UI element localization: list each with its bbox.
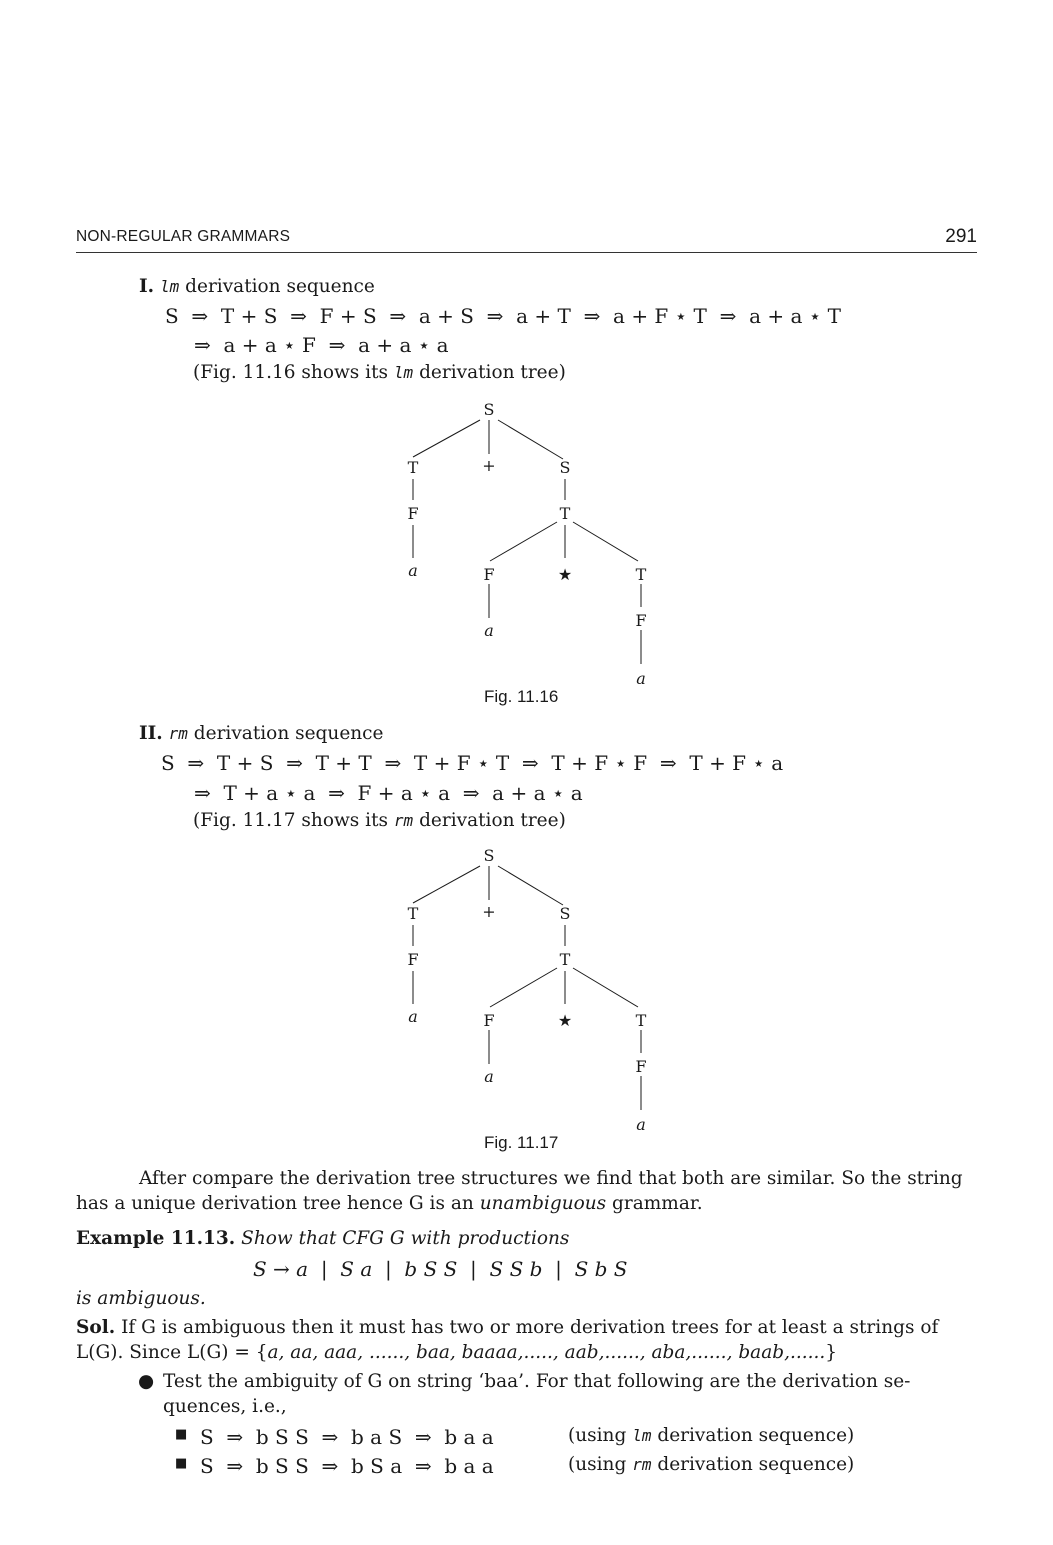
example-productions: S → a | S a | b S S | S S b | S b S	[253, 1257, 628, 1281]
tree-node: S	[559, 904, 571, 923]
deriv1-note	[568, 1425, 854, 1446]
tree-node: F	[483, 565, 495, 584]
bullet-dot: ●	[138, 1371, 155, 1392]
section2-derivation-line2: ⇒ T + a ⋆ a ⇒ F + a ⋆ a ⇒ a + a ⋆ a	[194, 781, 583, 805]
example-statement-end: is ambiguous.	[76, 1288, 206, 1309]
tree-node: +	[482, 456, 496, 475]
section1-title: derivation sequence	[185, 276, 375, 297]
section1-note-suffix: derivation tree)	[419, 362, 566, 383]
deriv2-note-prefix: (using	[568, 1454, 627, 1475]
tree-node: a	[636, 1115, 646, 1134]
conclusion-text: has a unique derivation tree hence G is an	[76, 1193, 474, 1214]
tree-node: ★	[557, 565, 573, 584]
deriv1-mode: lm	[632, 1426, 652, 1445]
deriv1-note-suffix: derivation sequence)	[657, 1425, 855, 1446]
tree-node: F	[407, 504, 419, 523]
edge	[573, 522, 638, 561]
tree-node: T	[407, 904, 419, 923]
section1-note-mode: lm	[393, 363, 414, 382]
conclusion-line2	[76, 1193, 703, 1214]
section2-mode: rm	[168, 724, 188, 743]
section1-heading	[139, 276, 375, 297]
solution-line1	[76, 1317, 938, 1338]
tree-node: F	[483, 1011, 495, 1030]
tree-node: T	[635, 565, 647, 584]
section1-derivation-line2: ⇒ a + a ⋆ F ⇒ a + a ⋆ a	[194, 333, 449, 357]
page-number: 291	[945, 226, 977, 247]
deriv2-note-suffix: derivation sequence)	[657, 1454, 855, 1475]
fig-11-16-caption: Fig. 11.16	[484, 687, 559, 706]
section1-mode: lm	[160, 277, 180, 296]
solution-set: a, aa, aaa, ......, baa, baaaa,....., aab,......, aba,......, baab,......	[267, 1342, 826, 1363]
tree-node: S	[483, 400, 495, 419]
section2-note-prefix: (Fig. 11.17 shows its	[193, 810, 389, 831]
edge	[573, 968, 638, 1007]
bullet-text-line1: Test the ambiguity of G on string ‘baa’. For that following are the derivation se-	[163, 1371, 911, 1392]
tree-node: a	[408, 1007, 418, 1026]
bullet-text-line2: quences, i.e.,	[163, 1396, 287, 1417]
example-heading	[76, 1228, 569, 1249]
section1-derivation-line1: S ⇒ T + S ⇒ F + S ⇒ a + S ⇒ a + T ⇒ a + F ⋆ T ⇒ a + a ⋆ T	[165, 304, 841, 328]
example-statement: Show that CFG G with productions	[241, 1228, 570, 1249]
section2-note	[193, 810, 566, 831]
solution-text: If G is ambiguous then it must has two or more derivation trees for at least a strings of	[121, 1317, 939, 1338]
fig-11-16-tree	[380, 396, 680, 692]
solution-line2	[76, 1342, 837, 1363]
section2-note-suffix: derivation tree)	[419, 810, 566, 831]
square-bullet: ■	[175, 1427, 188, 1442]
deriv2-note	[568, 1454, 854, 1475]
tree-node: ★	[557, 1011, 573, 1030]
tree-node: a	[484, 621, 494, 640]
conclusion-emphasis: unambiguous	[479, 1193, 607, 1214]
tree-node: a	[484, 1067, 494, 1086]
section2-note-mode: rm	[393, 811, 414, 830]
solution-set-suffix: }	[825, 1342, 838, 1363]
tree-node: T	[559, 950, 571, 969]
solution-label: Sol.	[76, 1317, 116, 1338]
edge	[490, 968, 557, 1007]
tree-node: a	[636, 669, 646, 688]
edge	[498, 866, 563, 905]
section2-heading	[139, 723, 384, 744]
square-bullet: ■	[175, 1456, 188, 1471]
section2-title: derivation sequence	[193, 723, 384, 744]
section1-note-prefix: (Fig. 11.16 shows its	[193, 362, 389, 383]
section2-derivation-line1: S ⇒ T + S ⇒ T + T ⇒ T + F ⋆ T ⇒ T + F ⋆ F ⇒ T + F ⋆ a	[161, 751, 784, 775]
tree-node: S	[559, 458, 571, 477]
deriv2-sequence: S ⇒ b S S ⇒ b S a ⇒ b a a	[200, 1454, 494, 1478]
edge	[413, 866, 480, 903]
tree-node: F	[635, 1057, 647, 1076]
example-label: Example 11.13.	[76, 1228, 236, 1249]
tree-node: a	[408, 561, 418, 580]
edge	[413, 420, 480, 457]
header-rule	[76, 252, 977, 253]
solution-set-prefix: L(G). Since L(G) = {	[76, 1342, 268, 1363]
tree-node: S	[483, 846, 495, 865]
deriv1-sequence: S ⇒ b S S ⇒ b a S ⇒ b a a	[200, 1425, 494, 1449]
section1-note	[193, 362, 566, 383]
deriv2-mode: rm	[632, 1455, 652, 1474]
tree-node: T	[635, 1011, 647, 1030]
conclusion-suffix: grammar.	[612, 1193, 703, 1214]
fig-11-17-caption: Fig. 11.17	[484, 1133, 559, 1152]
running-title: NON-REGULAR GRAMMARS	[76, 228, 291, 245]
tree-node: T	[559, 504, 571, 523]
fig-11-17-tree	[380, 842, 680, 1138]
tree-node: +	[482, 902, 496, 921]
edge	[490, 522, 557, 561]
edge	[498, 420, 563, 459]
deriv1-note-prefix: (using	[568, 1425, 627, 1446]
section2-label: II.	[139, 723, 163, 744]
tree-node: F	[635, 611, 647, 630]
tree-node: F	[407, 950, 419, 969]
tree-node: T	[407, 458, 419, 477]
section1-label: I.	[139, 276, 155, 297]
conclusion-line1: After compare the derivation tree structures we find that both are similar. So the string	[139, 1168, 963, 1189]
